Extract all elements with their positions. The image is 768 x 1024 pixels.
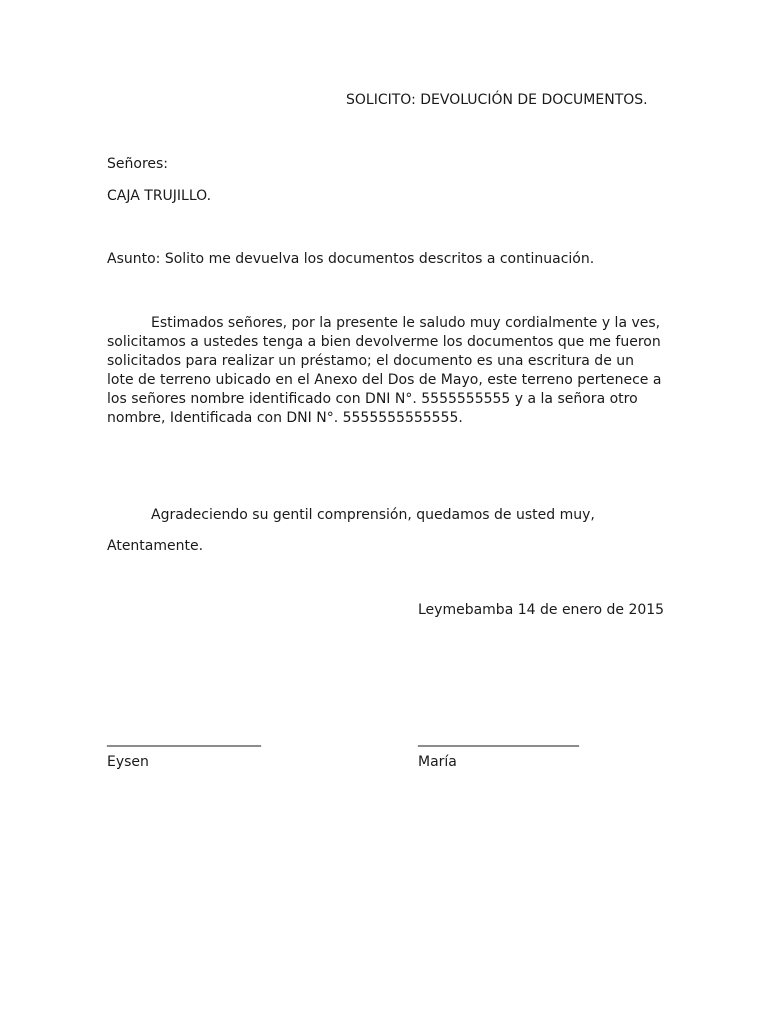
thanks-paragraph: Agradeciendo su gentil comprensión, quedamos de usted muy, <box>151 507 595 523</box>
body-line: solicitamos a ustedes tenga a bien devolverme los documentos que me fueron <box>107 334 661 350</box>
body-line: lote de terreno ubicado en el Anexo del Dos de Mayo, este terreno pertenece a <box>107 372 662 388</box>
body-line: los señores nombre identificado con DNI N°. 5555555555 y a la señora otro <box>107 391 638 407</box>
closing: Atentamente. <box>107 538 204 554</box>
signature-line-right: _______________________ <box>418 731 579 747</box>
body-line: solicitados para realizar un préstamo; el documento es una escritura de un <box>107 353 635 369</box>
body-paragraph <box>107 314 667 428</box>
signature-name-right: María <box>418 754 457 770</box>
recipient: CAJA TRUJILLO. <box>107 188 212 204</box>
greeting: Señores: <box>107 156 169 172</box>
document-heading: SOLICITO: DEVOLUCIÓN DE DOCUMENTOS. <box>346 92 648 108</box>
signature-name-left: Eysen <box>107 754 149 770</box>
place-date: Leymebamba 14 de enero de 2015 <box>418 602 665 618</box>
body-line: Estimados señores, por la presente le saludo muy cordialmente y la ves, <box>151 315 661 331</box>
body-line: nombre, Identificada con DNI N°. 5555555555555. <box>107 410 463 426</box>
signature-line-left: ______________________ <box>107 731 261 747</box>
subject-line: Asunto: Solito me devuelva los documentos descritos a continuación. <box>107 251 595 267</box>
